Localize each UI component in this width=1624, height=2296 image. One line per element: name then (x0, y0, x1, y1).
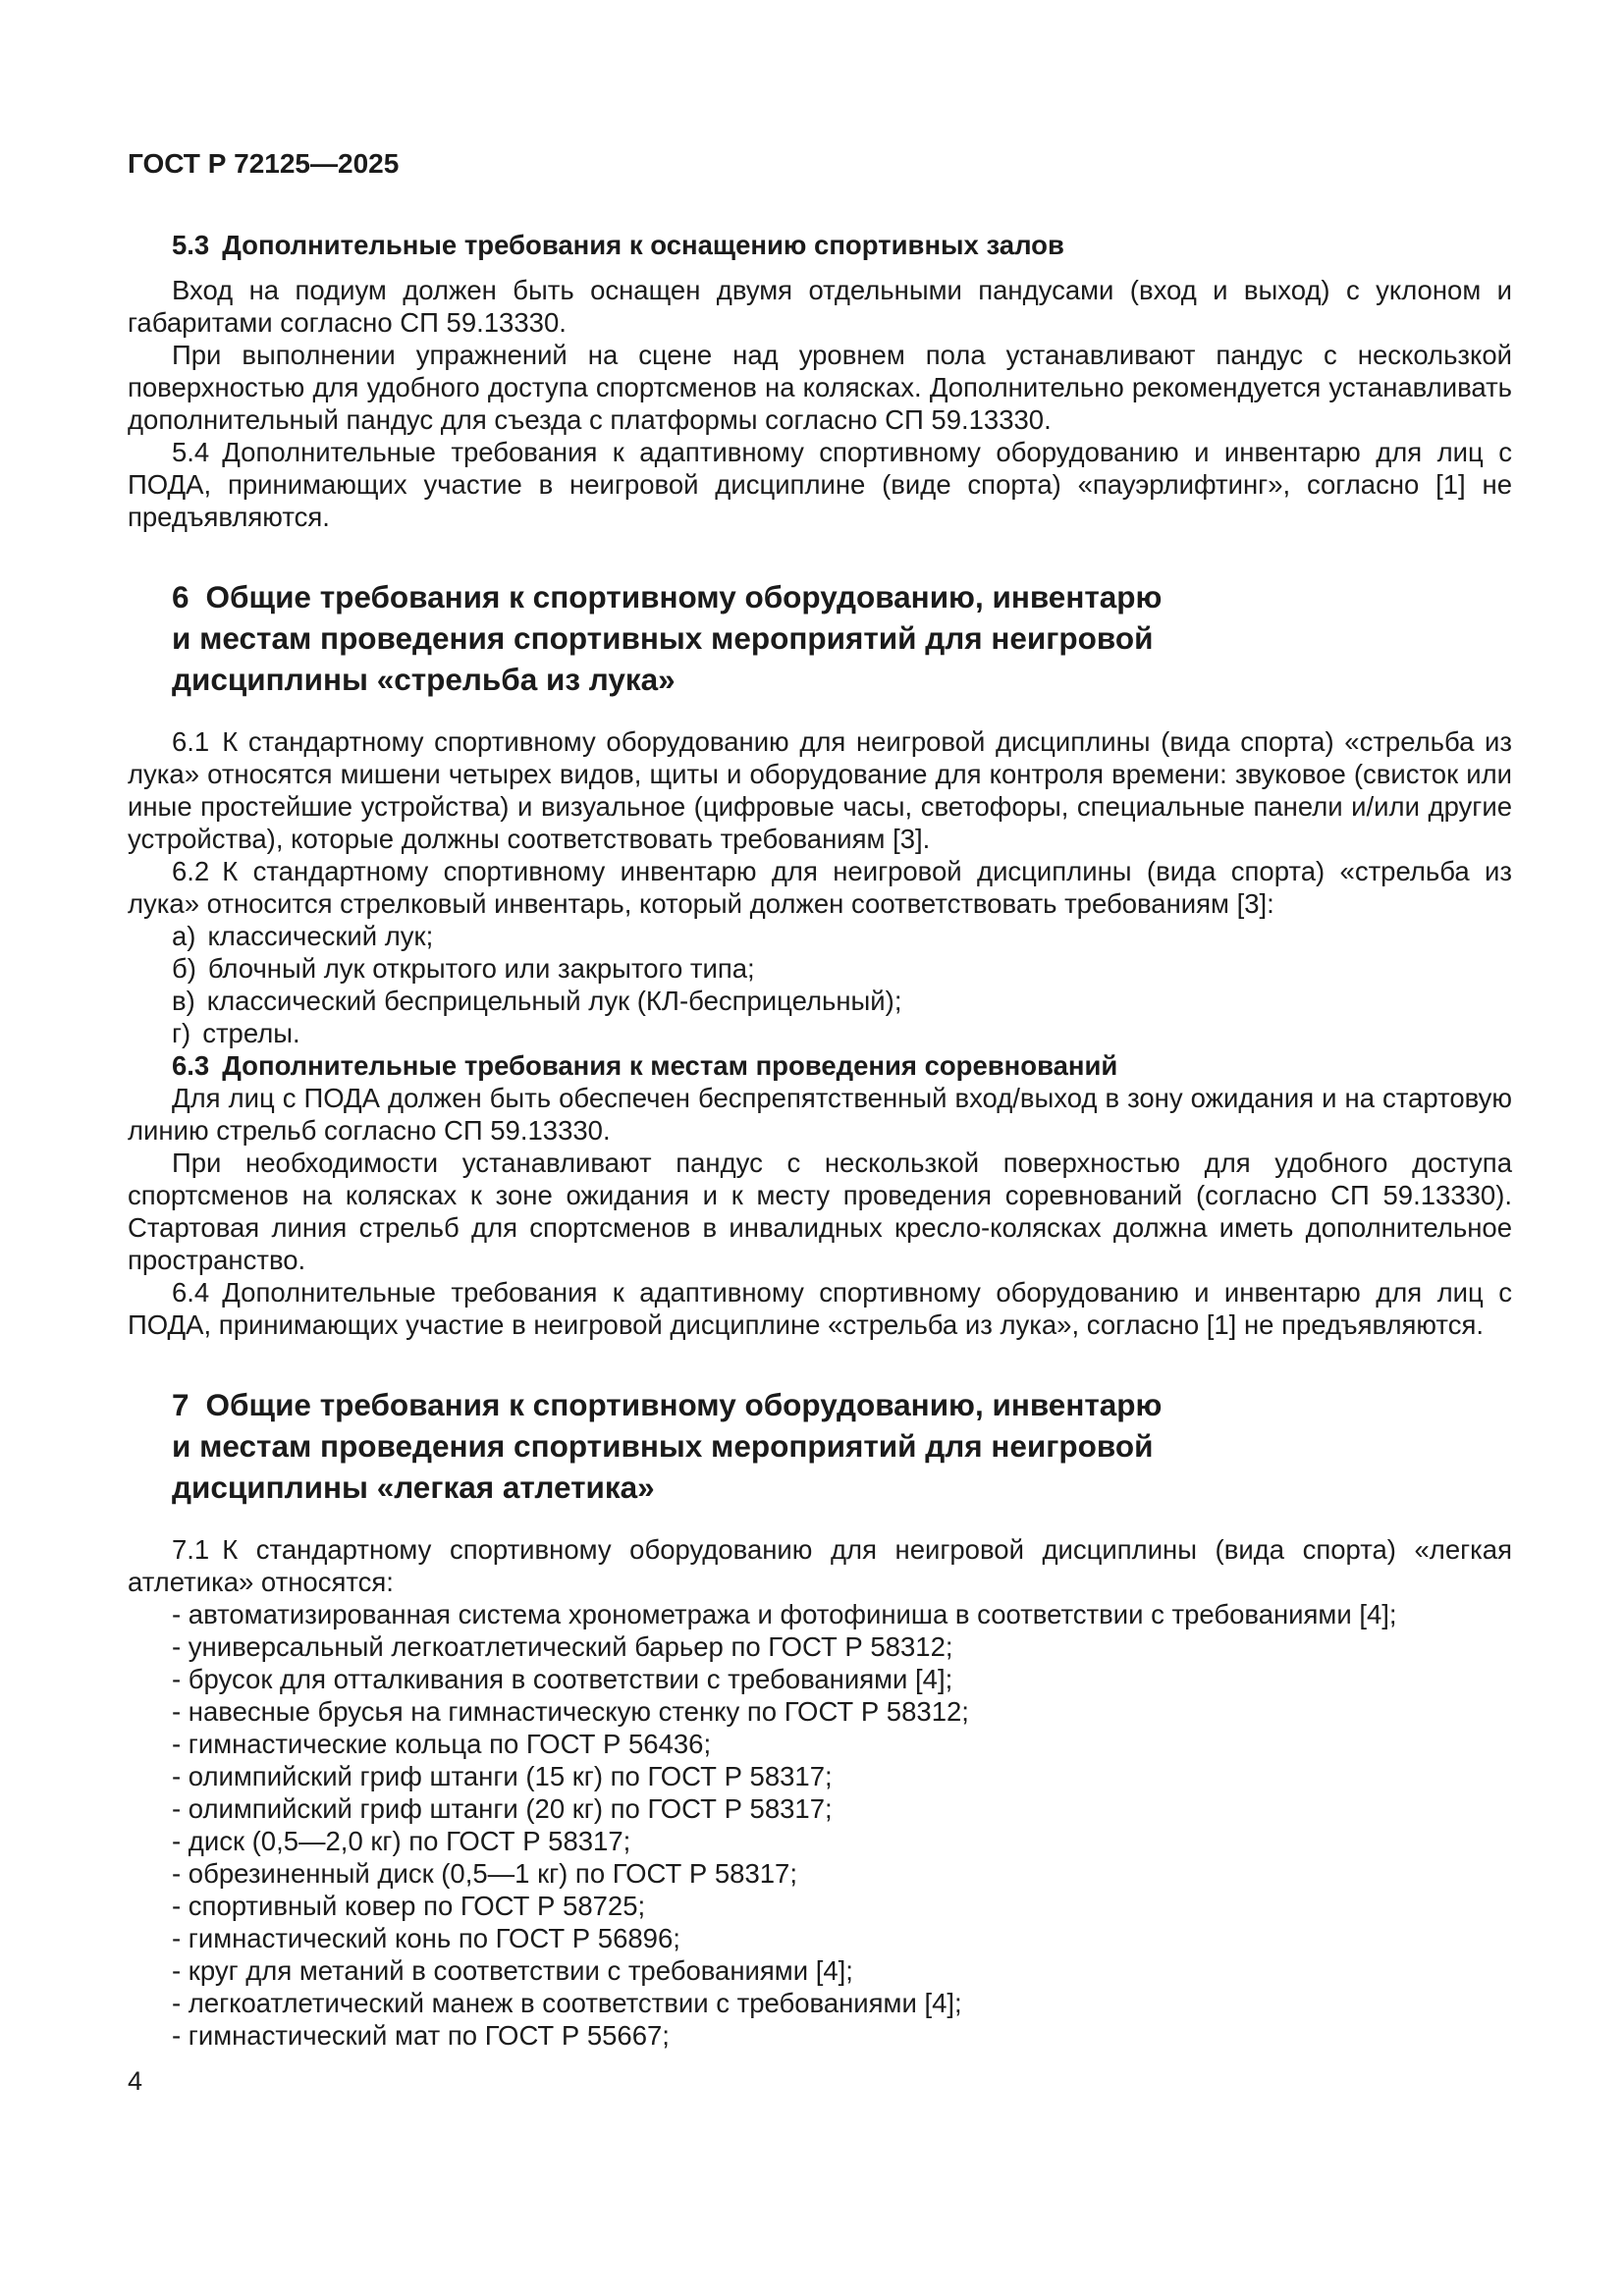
chapter-title-line (172, 1384, 1512, 1425)
page-number: 4 (128, 2066, 143, 2096)
list-item: - навесные брусья на гимнастическую стенку по ГОСТ Р 58312; (172, 1696, 969, 1727)
list-marker: в) (172, 986, 195, 1016)
page-content (128, 0, 1512, 2052)
list-item: - обрезиненный диск (0,5—1 кг) по ГОСТ Р 58317; (172, 1858, 797, 1889)
list-item-text: стрелы. (202, 1018, 300, 1048)
chapter-title-text: Общие требования к спортивному оборудованию, инвентарю (205, 1387, 1163, 1422)
chapter-title-text: Общие требования к спортивному оборудованию, инвентарю (205, 579, 1163, 614)
list-item (128, 1017, 1512, 1049)
paragraph-5-3-2: При выполнении упражнений на сцене над уровнем пола устанавливают пандус с нескользкой поверхностью для удобного доступа спортсменов на колясках. Дополнительно рекомендуется устанавливать дополнительный пандус для съезда с платформы согласно СП 59.13330. (128, 340, 1512, 435)
chapter-number: 6 (172, 579, 189, 614)
paragraph-5-3-1: Вход на подиум должен быть оснащен двумя отдельными пандусами (вход и выход) с уклоном и габаритами согласно СП 59.13330. (128, 275, 1512, 338)
paragraph-text: К стандартному спортивному оборудованию для неигровой дисциплины (вида спорта) «легкая атлетика» относятся: (128, 1534, 1512, 1597)
list-item: - спортивный ковер по ГОСТ Р 58725; (172, 1891, 646, 1921)
list-item: - автоматизированная система хронометража и фотофиниша в соответствии с требованиями [4]; (172, 1599, 1397, 1629)
clause-number: 6.3 (172, 1050, 210, 1081)
chapter-title-line: и местам проведения спортивных мероприятий для неигровой (172, 1428, 1154, 1464)
list-item: - универсальный легкоатлетический барьер по ГОСТ Р 58312; (172, 1631, 953, 1662)
paragraph-6-1 (128, 725, 1512, 855)
paragraph-text: Дополнительные требования к адаптивному спортивному оборудованию и инвентарю для лиц с ПОДА, принимающих участие в неигровой дисциплине «стрельба из лука», согласно [1] не предъявляются. (128, 1277, 1512, 1340)
paragraph-6-3-1: Для лиц с ПОДА должен быть обеспечен беспрепятственный вход/выход в зону ожидания и на стартовую линию стрельб согласно СП 59.13330. (128, 1083, 1512, 1146)
clause-number: 6.2 (172, 856, 210, 886)
heading-5-3 (128, 229, 1512, 261)
clause-number: 6.4 (172, 1277, 210, 1308)
chapter-title-line: дисциплины «легкая атлетика» (172, 1469, 655, 1505)
list-marker: б) (172, 953, 196, 984)
list-item: - легкоатлетический манеж в соответствии с требованиями [4]; (172, 1988, 962, 2018)
list-marker: а) (172, 921, 196, 951)
chapter-number: 7 (172, 1387, 189, 1422)
list-item (128, 985, 1512, 1017)
list-item: - олимпийский гриф штанги (15 кг) по ГОСТ Р 58317; (172, 1761, 833, 1791)
paragraph-text: К стандартному спортивному инвентарю для неигровой дисциплины (вида спорта) «стрельба из лука» относится стрелковый инвентарь, который должен соответствовать требованиям [3]: (128, 856, 1512, 919)
paragraph-text: К стандартному спортивному оборудованию для неигровой дисциплины (вида спорта) «стрельба из лука» относятся мишени четырех видов, щиты и оборудование для контроля времени: звуковое (свисток или иные простейшие устройства) и визуальное (цифровые часы, светофоры, специальные панели и/или другие устройства), которые должны соответствовать требованиям [3]. (128, 726, 1512, 854)
heading-6-3 (128, 1049, 1512, 1082)
list-item: - олимпийский гриф штанги (20 кг) по ГОСТ Р 58317; (172, 1793, 833, 1824)
list-marker: г) (172, 1018, 191, 1048)
paragraph-text: Дополнительные требования к адаптивному спортивному оборудованию и инвентарю для лиц с ПОДА, принимающих участие в неигровой дисциплине (виде спорта) «пауэрлифтинг», согласно [1] не предъявляются. (128, 437, 1512, 532)
chapter-6-title (128, 576, 1512, 700)
list-item (128, 952, 1512, 985)
paragraph-6-2 (128, 855, 1512, 920)
running-header: ГОСТ Р 72125—2025 (128, 148, 400, 179)
clause-number: 6.1 (172, 726, 210, 757)
list-item: - гимнастический конь по ГОСТ Р 56896; (172, 1923, 680, 1953)
list-item-text: классический лук; (207, 921, 434, 951)
list-item: - гимнастический мат по ГОСТ Р 55667; (172, 2020, 670, 2051)
chapter-7-title (128, 1384, 1512, 1508)
list-item (128, 920, 1512, 952)
list-item-text: блочный лук открытого или закрытого типа; (207, 953, 755, 984)
list-item: - круг для метаний в соответствии с требованиями [4]; (172, 1955, 853, 1986)
clause-number: 5.3 (172, 230, 210, 260)
paragraph-6-3-2: При необходимости устанавливают пандус с нескользкой поверхностью для удобного доступа спортсменов на колясках к зоне ожидания и к месту проведения соревнований (согласно СП 59.13330). Стартовая линия стрельб для спортсменов в инвалидных кресло-колясках должна иметь дополнительное пространство. (128, 1148, 1512, 1275)
paragraph-5-4 (128, 436, 1512, 533)
paragraph-7-1 (128, 1533, 1512, 1598)
chapter-title-line (172, 576, 1512, 617)
clause-number: 5.4 (172, 437, 210, 467)
chapter-title-line: дисциплины «стрельба из лука» (172, 662, 676, 697)
list-item: - брусок для отталкивания в соответствии с требованиями [4]; (172, 1664, 953, 1694)
heading-text: Дополнительные требования к местам проведения соревнований (222, 1050, 1118, 1081)
paragraph-6-4 (128, 1276, 1512, 1341)
list-item-text: классический бесприцельный лук (КЛ-бесприцельный); (206, 986, 902, 1016)
clause-number: 7.1 (172, 1534, 210, 1565)
heading-text: Дополнительные требования к оснащению спортивных залов (222, 230, 1064, 260)
list-item: - диск (0,5—2,0 кг) по ГОСТ Р 58317; (172, 1826, 631, 1856)
chapter-title-line: и местам проведения спортивных мероприятий для неигровой (172, 620, 1154, 656)
list-item: - гимнастические кольца по ГОСТ Р 56436; (172, 1729, 712, 1759)
